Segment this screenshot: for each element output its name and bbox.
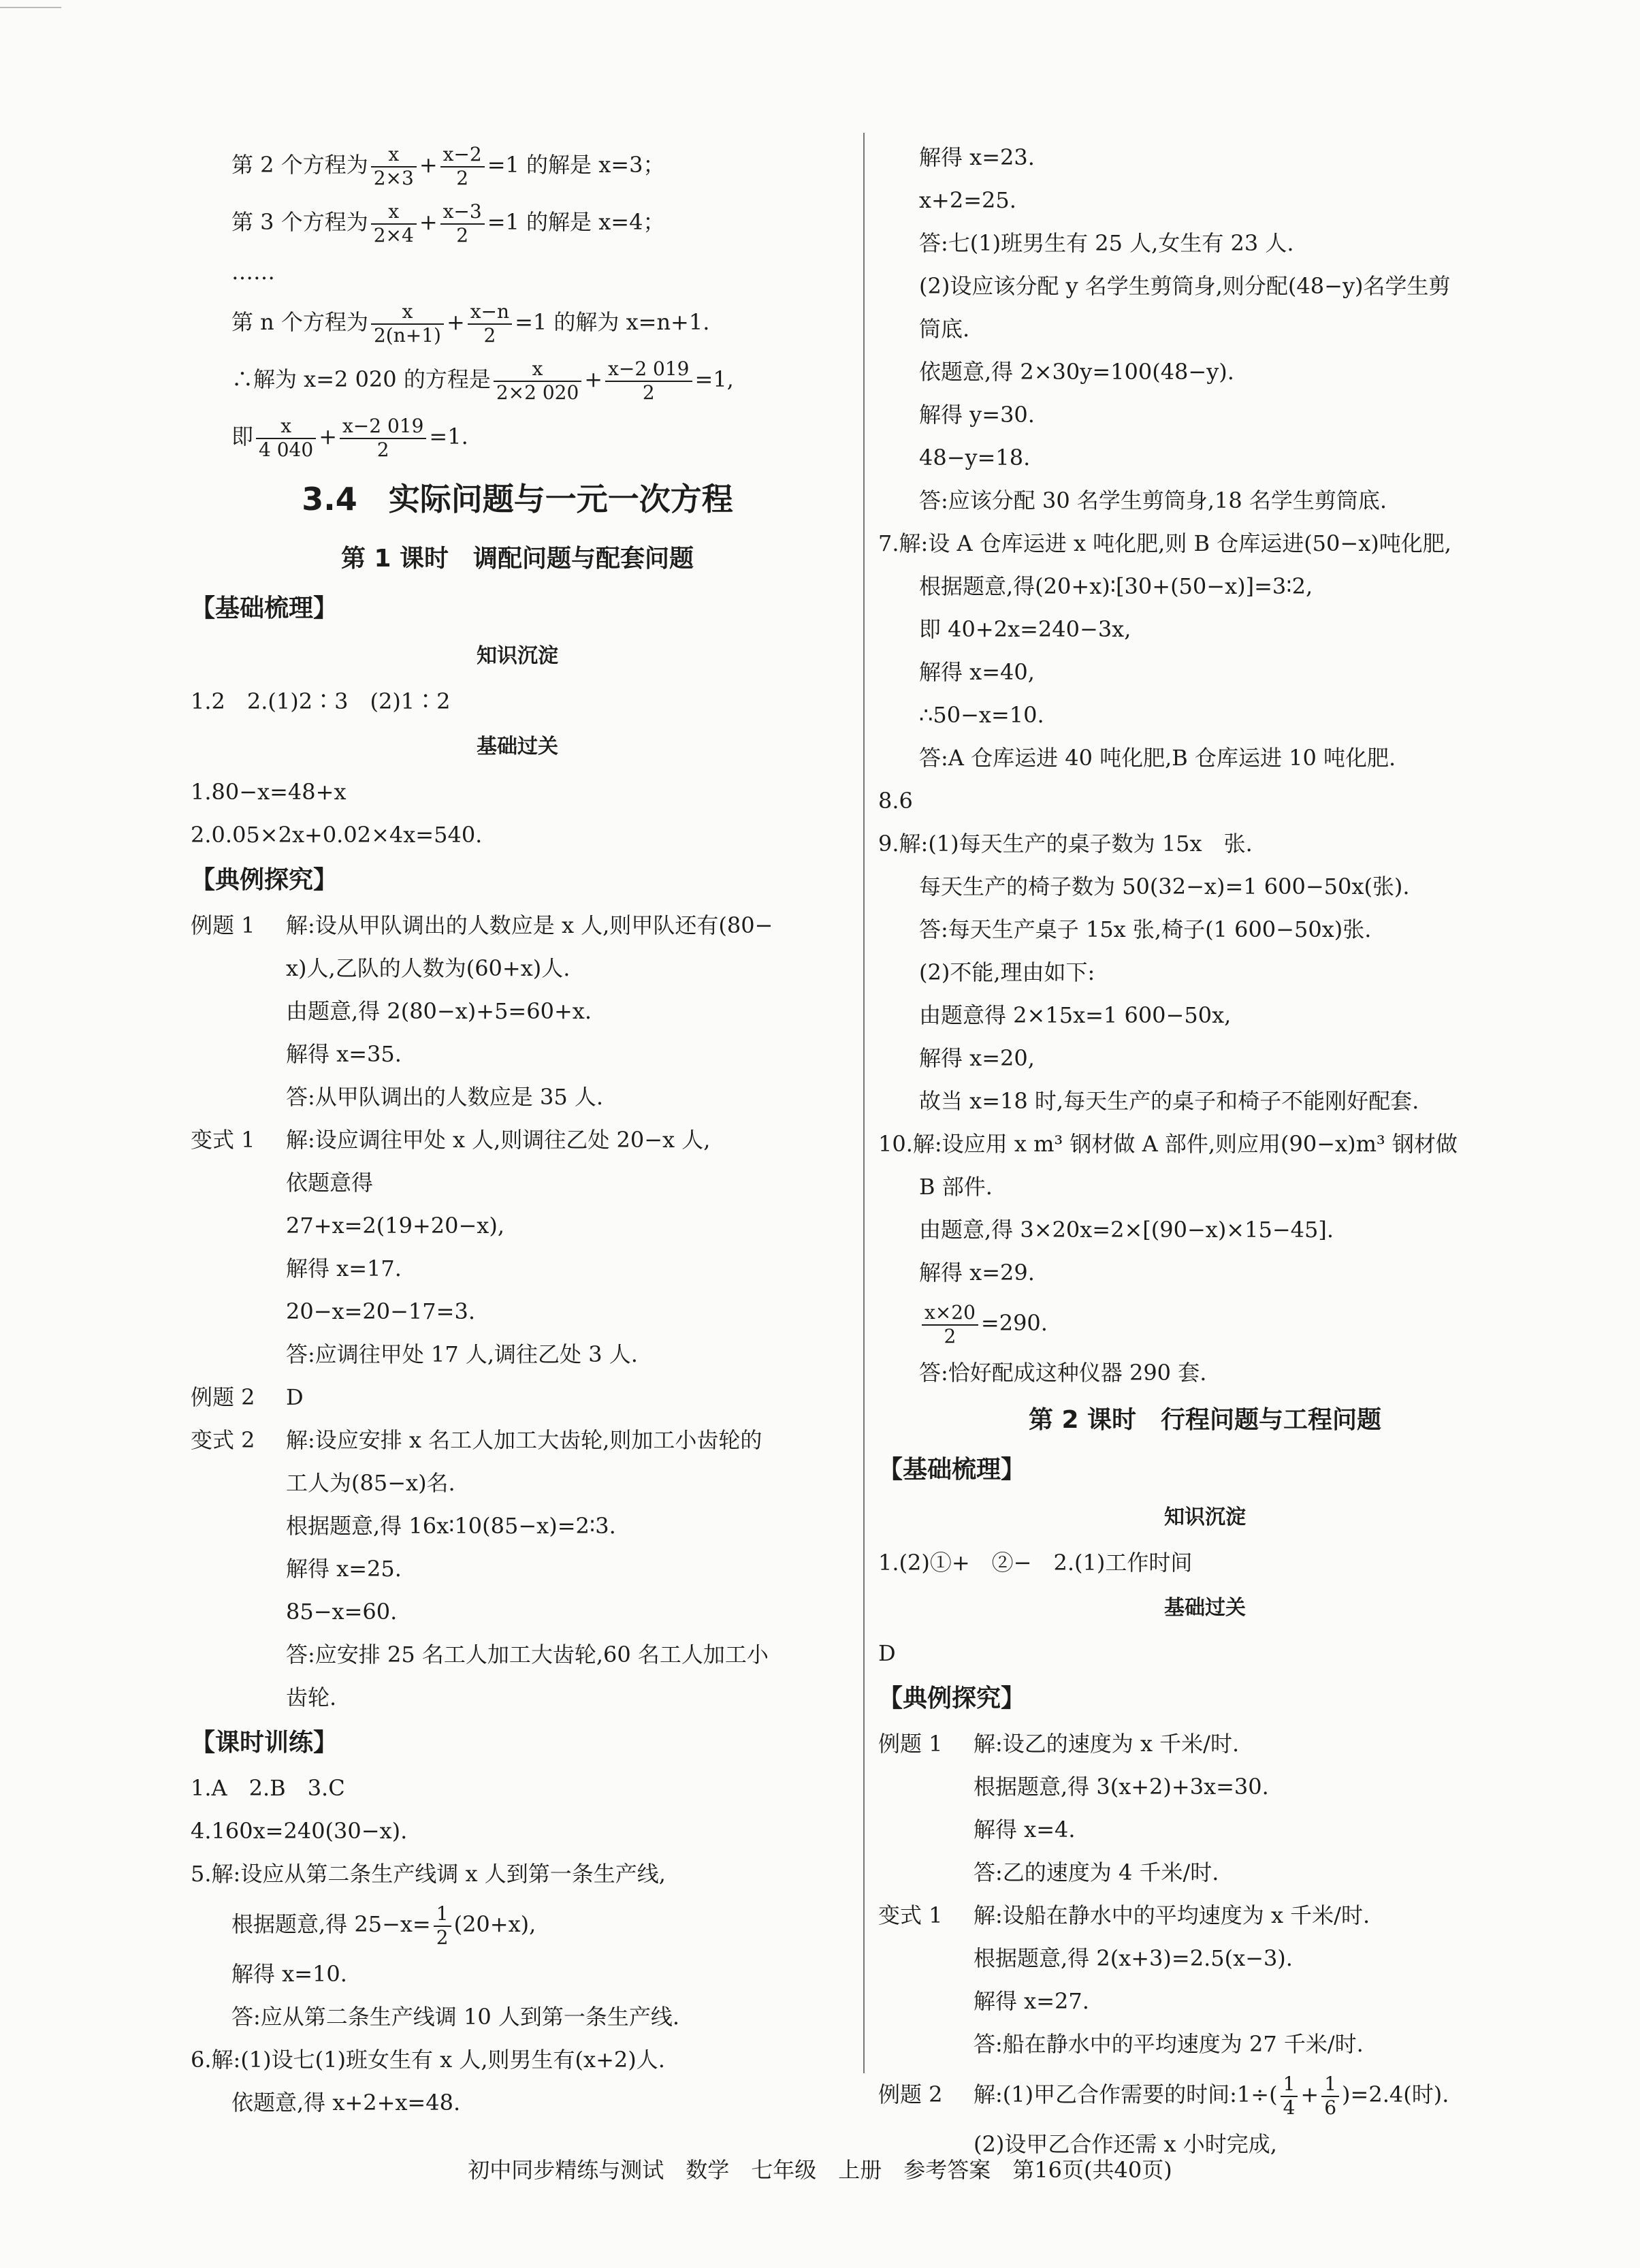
answer-line: $\frac{x\times 20}{2}$ =290. — [878, 1294, 1532, 1352]
fraction: $\frac{x}{2\times 3}$ — [371, 144, 417, 189]
answer-line: 1.A 2.B 3.C — [191, 1775, 345, 1801]
answer-line: 即 40+2x=240−3x, — [919, 616, 1131, 642]
variant-1-line: 27+x=2(19+20−x), — [286, 1213, 504, 1239]
example-1-line: 解得 x=35. — [286, 1041, 402, 1067]
left-column — [191, 136, 844, 2124]
fraction: $\frac{x}{2\times 2 020}$ — [494, 358, 581, 403]
variant-2-line: 答:应安排 25 名工人加工大齿轮,60 名工人加工小 — [286, 1642, 769, 1667]
fraction: $\frac{x\times 20}{2}$ — [922, 1302, 978, 1347]
fraction: $\frac{x-2 019}{2}$ — [340, 415, 426, 460]
heading-training: 【课时训练】 — [191, 1729, 338, 1757]
heading-example: 【典例探究】 — [191, 866, 338, 894]
answer-line: B 部件. — [919, 1174, 993, 1200]
variant-1-line: 变式 1 解:设船在静水中的平均速度为 x 千米/时. — [878, 1894, 1532, 1937]
ellipsis-line: …… — [231, 259, 275, 285]
answer-line: 7.解:设 A 仓库运进 x 吨化肥,则 B 仓库运进(50−x)吨化肥, — [878, 530, 1451, 556]
fraction: $\frac{x-2}{2}$ — [440, 144, 485, 189]
example-2-line: 例题 2 解:(1)甲乙合作需要的时间:1÷( $\frac{1}{4}$ + $\frac{1}{6}$ )=2.4(时). — [878, 2066, 1532, 2123]
example-1-line: 解得 x=4. — [974, 1817, 1076, 1842]
subheading-knowledge: 知识沉淀 — [477, 644, 558, 668]
answer-line: 5.解:设应从第二条生产线调 x 人到第一条生产线, — [191, 1861, 666, 1887]
top-edge-mark — [0, 7, 61, 8]
example-1-line: 例题 1 解:设乙的速度为 x 千米/时. — [878, 1723, 1532, 1766]
fraction: $\frac{x-3}{2}$ — [440, 201, 485, 246]
answer-line: 每天生产的椅子数为 50(32−x)=1 600−50x(张). — [919, 874, 1410, 899]
fraction: $\frac{1}{2}$ — [434, 1903, 451, 1948]
variant-1-line: 依题意得 — [286, 1170, 374, 1196]
example-1-line: 根据题意,得 3(x+2)+3x=30. — [974, 1774, 1269, 1800]
fraction: $\frac{x-n}{2}$ — [468, 301, 512, 346]
column-divider — [863, 133, 865, 2073]
example-2-line: 例题 2 D — [191, 1376, 844, 1419]
answer-line: 答:应该分配 30 名学生剪筒身,18 名学生剪筒底. — [919, 488, 1387, 513]
variant-1-line: 解得 x=17. — [286, 1256, 402, 1281]
answer-line: 6.解:(1)设七(1)班女生有 x 人,则男生有(x+2)人. — [191, 2047, 665, 2073]
variant-1-line: 根据题意,得 2(x+3)=2.5(x−3). — [974, 1945, 1293, 1971]
answer-line: 1.(2)①+ ②− 2.(1)工作时间 — [878, 1550, 1193, 1576]
heading-example: 【典例探究】 — [878, 1684, 1026, 1712]
variant-label: 变式 2 — [191, 1427, 255, 1453]
answer-line: 故当 x=18 时,每天生产的桌子和椅子不能刚好配套. — [919, 1088, 1419, 1114]
answer-line: 解得 x=23. — [919, 144, 1035, 170]
answer-line: 4.160x=240(30−x). — [191, 1818, 408, 1844]
variant-1-line: 20−x=20−17=3. — [286, 1298, 475, 1324]
fraction: $\frac{x}{4 040}$ — [256, 415, 316, 460]
fraction: $\frac{1}{6}$ — [1321, 2073, 1339, 2118]
equation-line-2020: ∴解为 x=2 020 的方程是 $\frac{x}{2\times 2 020}$ + $\frac{x-2 019}{2}$ =1, — [231, 357, 734, 404]
fraction: $\frac{x-2 019}{2}$ — [605, 358, 692, 403]
equation-line-3: 第 3 个方程为 $\frac{x}{2\times 4}$ + $\frac{x-3}{2}$ =1 的解是 x=4； — [231, 200, 665, 246]
variant-2-line: 变式 2 解:设应安排 x 名工人加工大齿轮,则加工小齿轮的 — [191, 1419, 844, 1462]
answer-line: 根据题意,得 25−x= $\frac{1}{2}$ (20+x), — [231, 1902, 536, 1949]
answer-line: 10.解:设应用 x m³ 钢材做 A 部件,则应用(90−x)m³ 钢材做 — [878, 1131, 1458, 1157]
answer-line: 答:A 仓库运进 40 吨化肥,B 仓库运进 10 吨化肥. — [919, 745, 1396, 771]
variant-2-line: 85−x=60. — [286, 1599, 398, 1625]
answer-line: 1.80−x=48+x — [191, 779, 347, 805]
example-2-line: (2)设甲乙合作还需 x 小时完成, — [974, 2131, 1277, 2157]
subheading-knowledge: 知识沉淀 — [1164, 1505, 1246, 1529]
answer-line: (2)不能,理由如下: — [919, 959, 1095, 985]
answer-line: 根据题意,得(20+x)∶[30+(50−x)]=3∶2, — [919, 573, 1313, 599]
right-column — [878, 136, 1532, 2166]
page-footer: 初中同步精练与测试 数学 七年级 上册 参考答案 第16页(共40页) — [468, 2157, 1172, 2183]
lesson-title: 第 1 课时 调配问题与配套问题 — [340, 545, 694, 573]
example-label: 例题 1 — [191, 912, 255, 938]
equation-line-2: 第 2 个方程为 $\frac{x}{2\times 3}$ + $\frac{x-2}{2}$ =1 的解是 x=3； — [231, 143, 665, 189]
example-label: 例题 2 — [191, 1384, 255, 1410]
variant-2-line: 工人为(85−x)名. — [286, 1470, 455, 1496]
variant-1-line: 答:应调往甲处 17 人,调往乙处 3 人. — [286, 1341, 638, 1367]
equation-line-n: 第 n 个方程为 $\frac{x}{2(n+1)}$ + $\frac{x-n}{2}$ =1 的解为 x=n+1. — [231, 300, 710, 347]
answer-line: 9.解:(1)每天生产的桌子数为 15x 张. — [878, 831, 1253, 857]
answer-line: 答:恰好配成这种仪器 290 套. — [919, 1360, 1207, 1386]
fraction: $\frac{1}{4}$ — [1281, 2073, 1298, 2118]
answer-line: 8.6 — [878, 788, 913, 814]
answer-line: 筒底. — [919, 316, 970, 342]
variant-label: 变式 1 — [878, 1902, 943, 1928]
answer-line: 解得 x=40, — [919, 659, 1035, 685]
section-title: 3.4 实际问题与一元一次方程 — [302, 481, 733, 517]
answer-line: ∴50−x=10. — [919, 702, 1044, 728]
heading-basic: 【基础梳理】 — [191, 594, 338, 622]
answer-line: D — [878, 1640, 896, 1666]
answer-line: 解得 x=10. — [231, 1961, 347, 1987]
example-1-line: 由题意,得 2(80−x)+5=60+x. — [286, 998, 592, 1024]
variant-2-line: 齿轮. — [286, 1684, 337, 1710]
variant-1-line: 解得 x=27. — [974, 1988, 1089, 2014]
answer-line: 1.2 2.(1)2∶3 (2)1∶2 — [191, 688, 451, 714]
fraction: $\frac{x}{2(n+1)}$ — [371, 301, 444, 346]
variant-label: 变式 1 — [191, 1127, 255, 1153]
answer-line: 解得 x=20, — [919, 1045, 1035, 1071]
variant-2-line: 解得 x=25. — [286, 1556, 402, 1582]
answer-line: 答:每天生产桌子 15x 张,椅子(1 600−50x)张. — [919, 916, 1372, 942]
heading-basic: 【基础梳理】 — [878, 1456, 1026, 1484]
answer-line: 由题意,得 3×20x=2×[(90−x)×15−45]. — [919, 1217, 1334, 1243]
answer-line: 依题意,得 x+2+x=48. — [231, 2090, 461, 2115]
example-1-line: 答:从甲队调出的人数应是 35 人. — [286, 1084, 604, 1110]
answer-line: 48−y=18. — [919, 445, 1031, 470]
answer-line: 解得 x=29. — [919, 1260, 1035, 1285]
answer-line: x+2=25. — [919, 187, 1016, 213]
example-label: 例题 2 — [878, 2081, 943, 2107]
answer-line: (2)设应该分配 y 名学生剪筒身,则分配(48−y)名学生剪 — [919, 273, 1451, 299]
answer-line: 答:应从第二条生产线调 10 人到第一条生产线. — [231, 2004, 680, 2030]
example-1-line: x)人,乙队的人数为(60+x)人. — [286, 955, 570, 981]
answer-line: 2.0.05×2x+0.02×4x=540. — [191, 822, 483, 848]
fraction: $\frac{x}{2\times 4}$ — [371, 201, 417, 246]
answer-line: 解得 y=30. — [919, 402, 1035, 428]
answer-line: 依题意,得 2×30y=100(48−y). — [919, 359, 1234, 385]
variant-1-line: 变式 1 解:设应调往甲处 x 人,则调往乙处 20−x 人, — [191, 1119, 844, 1162]
variant-2-line: 根据题意,得 16x∶10(85−x)=2∶3. — [286, 1513, 616, 1539]
answer-line: 答:七(1)班男生有 25 人,女生有 23 人. — [919, 230, 1294, 256]
example-1-line: 答:乙的速度为 4 千米/时. — [974, 1859, 1219, 1885]
variant-1-line: 答:船在静水中的平均速度为 27 千米/时. — [974, 2031, 1364, 2057]
example-label: 例题 1 — [878, 1731, 943, 1757]
subheading-pass: 基础过关 — [477, 735, 558, 758]
example-1-line: 例题 1 解:设从甲队调出的人数应是 x 人,则甲队还有(80− — [191, 904, 844, 947]
equation-line-final: 即 $\frac{x}{4 040}$ + $\frac{x-2 019}{2}$ =1. — [231, 415, 468, 461]
lesson-title: 第 2 课时 行程问题与工程问题 — [1028, 1406, 1382, 1434]
answer-line: 由题意得 2×15x=1 600−50x, — [919, 1002, 1232, 1028]
subheading-pass: 基础过关 — [1164, 1596, 1246, 1620]
